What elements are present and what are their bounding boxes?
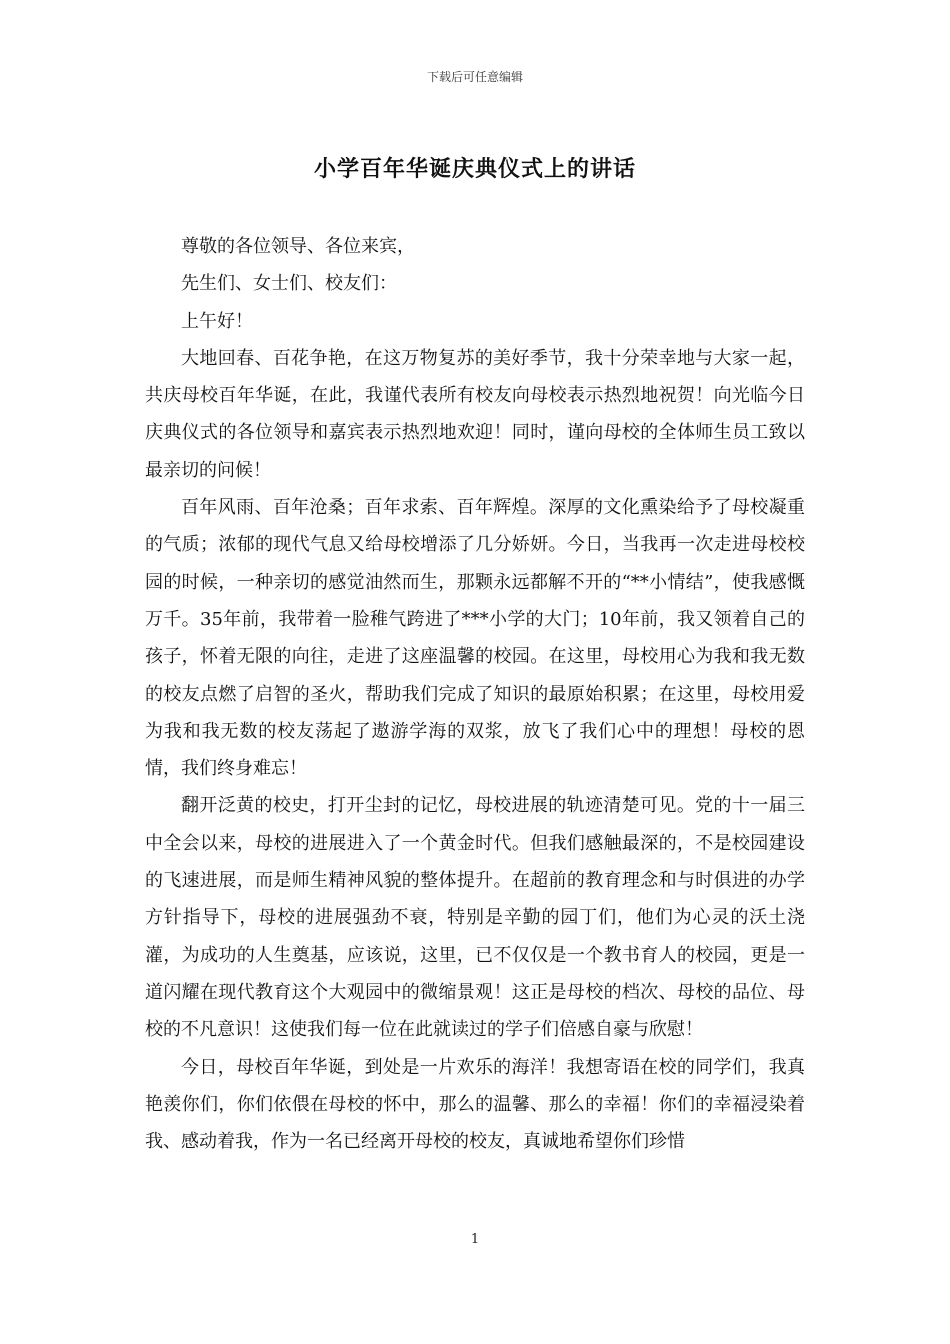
document-body xyxy=(145,228,805,1160)
salutation-leaders: 尊敬的各位领导、各位来宾， xyxy=(181,236,415,257)
paragraph: 今日，母校百年华诞，到处是一片欢乐的海洋！我想寄语在校的同学们，我真艳羡你们，你们依偎在母校的怀中，那么的温馨、那么的幸福！你们的幸福浸染着我、感动着我，作为一名已经离开母校的校友，真诚地希望你们珍惜 xyxy=(145,1056,805,1153)
header-note: 下载后可任意编辑 xyxy=(426,70,523,84)
greeting: 上午好！ xyxy=(181,310,253,332)
paragraph: 翻开泛黄的校史，打开尘封的记忆，母校进展的轨迹清楚可见。党的十一届三中全会以来，母校的进展进入了一个黄金时代。但我们感触最深的，不是校园建设的飞速进展，而是师生精神风貌的整体提升。在超前的教育理念和与时俱进的办学方针指导下，母校的进展强劲不衰，特别是辛勤的园丁们，他们为心灵的沃土浇灌，为成功的人生奠基，应该说，这里，已不仅仅是一个教书育人的校园，更是一道闪耀在现代教育这个大观园中的微缩景观！这正是母校的档次、母校的品位、母校的不凡意识！这使我们每一位在此就读过的学子们倍感自豪与欣慰！ xyxy=(145,795,805,1041)
salutation-audience: 先生们、女士们、校友们： xyxy=(181,273,397,295)
document-title: 小学百年华诞庆典仪式上的讲话 xyxy=(313,156,636,182)
paragraph: 百年风雨、百年沧桑；百年求索、百年辉煌。深厚的文化熏染给予了母校凝重的气质；浓郁的现代气息又给母校增添了几分娇妍。今日，当我再一次走进母校校园的时候，一种亲切的感觉油然而生，那颗永远都解不开的“**小情结”，使我感慨万千。35年前，我带着一脸稚气跨进了***小学的大门；10年前，我又领着自己的孩子，怀着无限的向往，走进了这座温馨的校园。在这里，母校用心为我和我无数的校友点燃了启智的圣火，帮助我们完成了知识的最原始积累；在这里，母校用爱为我和我无数的校友荡起了遨游学海的双浆，放飞了我们心中的理想！母校的恩情，我们终身难忘！ xyxy=(145,497,805,780)
page-number: 1 xyxy=(470,1232,480,1247)
paragraph: 大地回春、百花争艳，在这万物复苏的美好季节，我十分荣幸地与大家一起，共庆母校百年华诞，在此，我谨代表所有校友向母校表示热烈地祝贺！向光临今日庆典仪式的各位领导和嘉宾表示热烈地欢迎！同时，谨向母校的全体师生员工致以最亲切的问候！ xyxy=(145,347,805,481)
